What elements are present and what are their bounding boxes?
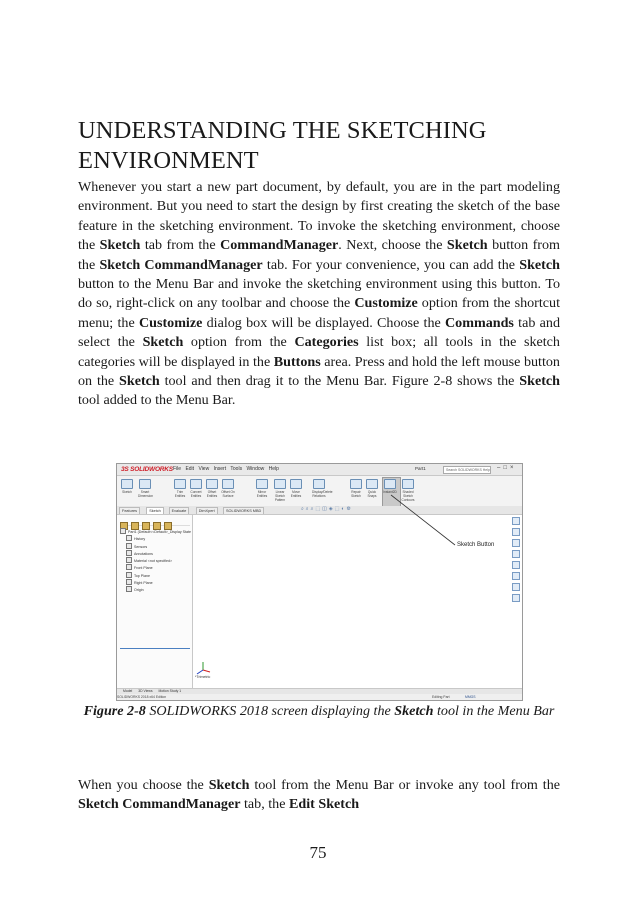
text-run: Sketch xyxy=(394,703,434,719)
sketch-button-callout: Sketch Button xyxy=(457,542,495,548)
tool-label: Repair Sketch xyxy=(351,490,361,498)
tree-item-label: Sensors xyxy=(134,544,148,549)
text-run: SOLIDWORKS 2018 screen displaying the xyxy=(145,703,395,719)
text-run: Sketch xyxy=(208,777,250,793)
tool-label: Smart Dimension xyxy=(138,490,154,498)
view-orientation-label: *Trimetric xyxy=(195,675,211,679)
section-heading: UNDERSTANDING THE SKETCHING ENVIRONMENT xyxy=(78,117,487,174)
text-run: Sketch xyxy=(119,373,160,390)
status-bar xyxy=(117,694,522,700)
text-run: button from the xyxy=(78,237,560,273)
text-run: area. Press and hold the left mouse button on the xyxy=(78,353,560,390)
tool-label: Shaded Sketch Contours xyxy=(401,490,415,502)
tab-features[interactable]: Features xyxy=(119,507,140,514)
text-run: Whenever you start a new part document, by default, you are in the part modeling environment. But you need to start the design by first creating the sketch of the base feature in the sketching environment. To invoke the sketching environment, choose the xyxy=(78,179,560,254)
solidworks-logo: 3S SOLIDWORKS xyxy=(121,466,173,473)
text-run: tab, the xyxy=(240,796,289,813)
figure-screenshot xyxy=(116,463,523,701)
text-run: tool in the Menu Bar xyxy=(433,703,555,719)
tool-label: Convert Entities xyxy=(190,490,202,498)
status-left: SOLIDWORKS 2018 x64 Edition xyxy=(117,695,167,699)
text-run: When you choose the xyxy=(78,777,209,793)
text-run: tool from the Menu Bar or invoke any tool from the xyxy=(249,777,561,793)
figure-caption xyxy=(78,702,560,721)
tool-label: Sketch xyxy=(122,490,132,494)
text-run: Sketch xyxy=(519,256,560,273)
tool-label: Display/Delete Relations xyxy=(312,490,333,498)
tree-item-label: Material <not specified> xyxy=(134,559,173,564)
tree-item-label: History xyxy=(134,537,146,542)
tree-item-label: Part1 (Default<<Default>_Display State xyxy=(128,530,192,534)
text-run: Sketch xyxy=(142,334,184,351)
tool-label: Quick Snaps xyxy=(367,490,377,498)
tool-label: Mirror Entities xyxy=(256,490,268,498)
text-run: button to the Menu Bar and invoke the sketching environment using this button. To do so, right-click on any toolbar and choose the xyxy=(78,276,560,312)
text-run: tool and then drag it to the Menu Bar. Figure 2-8 shows the xyxy=(159,373,520,390)
axis-triad-icon xyxy=(195,660,211,676)
window-buttons: –□× xyxy=(497,465,517,471)
text-run: Sketch xyxy=(99,237,141,254)
text-run: option from the shortcut menu; the xyxy=(78,295,560,331)
text-run: tab and select the xyxy=(78,314,560,351)
text-run: tab from the xyxy=(140,237,221,254)
text-run: Customize xyxy=(354,295,418,312)
document-title: Part1 xyxy=(415,466,426,471)
text-run: tab. For your convenience, you can add the xyxy=(262,256,520,273)
tree-item-label: Right Plane xyxy=(134,581,153,586)
menu-items: File Edit View Insert Tools Window Help xyxy=(173,466,279,472)
tab-sketch[interactable]: Sketch xyxy=(146,507,164,514)
text-run: Commands xyxy=(445,314,514,331)
text-run: Customize xyxy=(138,314,203,331)
text-run: tool added to the Menu Bar. xyxy=(78,392,236,409)
tab-solidworks-mbd[interactable]: SOLIDWORKS MBD xyxy=(223,507,264,514)
status-units: MMGS xyxy=(465,695,476,699)
text-run: CommandManager xyxy=(220,237,339,254)
tab-evaluate[interactable]: Evaluate xyxy=(169,507,190,514)
text-run: dialog box will be displayed. Choose the xyxy=(202,314,445,331)
text-run: Figure 2-8 xyxy=(83,703,146,719)
tab-dimxpert[interactable]: DimXpert xyxy=(196,507,218,514)
text-run: Sketch CommandManager xyxy=(99,256,263,273)
status-mid: Editing Part xyxy=(432,695,450,699)
heads-up-toolbar: ⌕⌕⌕⬚◫◈⬚◐⚙ xyxy=(301,506,353,512)
body-paragraph-1 xyxy=(78,178,560,411)
text-run: Sketch CommandManager xyxy=(78,796,241,813)
page-number: 75 xyxy=(309,843,327,862)
bottom-tab[interactable]: Model xyxy=(123,689,133,693)
text-run: option from the xyxy=(183,334,295,351)
tool-label: Offset Entities xyxy=(206,490,218,498)
tree-item-label: Origin xyxy=(134,588,144,593)
text-run: Categories xyxy=(294,334,359,351)
tool-label: Move Entities xyxy=(290,490,302,498)
bottom-tab[interactable]: 3D Views xyxy=(138,689,153,693)
tree-item-label: Annotations xyxy=(134,551,153,556)
tool-label: Offset On Surface xyxy=(221,490,235,498)
text-run: . Next, choose the xyxy=(338,237,447,254)
tool-label: Instant2D xyxy=(383,490,397,494)
text-run: Buttons xyxy=(273,353,321,370)
tree-item-label: Front Plane xyxy=(134,566,153,571)
text-run: Sketch xyxy=(446,237,488,254)
text-run: Edit Sketch xyxy=(289,796,360,813)
search-box: Search SOLIDWORKS Help xyxy=(443,466,491,474)
body-paragraph-2 xyxy=(78,776,560,815)
tool-label: Linear Sketch Pattern xyxy=(274,490,286,502)
tool-label: Trim Entities xyxy=(174,490,186,498)
tree-item-label: Top Plane xyxy=(134,573,150,578)
bottom-tab[interactable]: Motion Study 1 xyxy=(158,689,182,693)
text-run: list box; all tools in the sketch categories will be displayed in the xyxy=(78,334,560,370)
callout-leader xyxy=(117,464,522,700)
text-run: Sketch xyxy=(519,373,560,390)
